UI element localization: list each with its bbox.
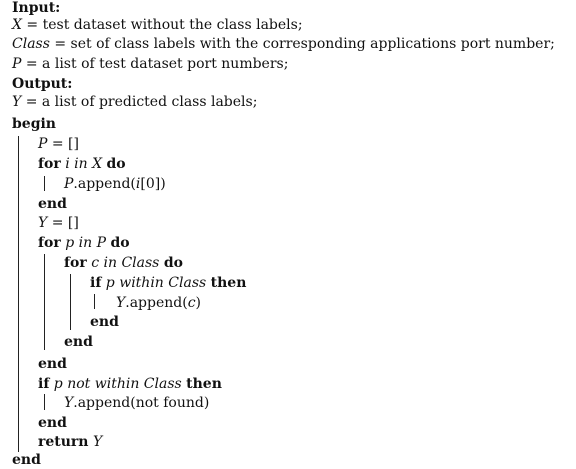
var-p-lower: p [53, 376, 63, 392]
kw-do: do [110, 235, 130, 251]
var-c: c [91, 255, 100, 271]
end-keyword: end [38, 415, 67, 431]
line-y-init [38, 215, 79, 231]
kw-if: if [90, 275, 102, 291]
empty-list: = [] [47, 136, 79, 152]
line-y-append-not-found [64, 395, 209, 411]
line-if-not-within [38, 376, 222, 392]
kw-do: do [106, 156, 126, 172]
var-class: Class [121, 255, 160, 271]
not-found-text: not found) [135, 395, 210, 411]
kw-for: for [64, 255, 87, 271]
kw-if: if [38, 376, 50, 392]
append-call: .append( [73, 176, 136, 192]
kw-not-within: not within [67, 376, 140, 392]
line-if-within [90, 275, 246, 291]
kw-then: then [186, 376, 222, 392]
var-y: Y [12, 94, 22, 110]
var-class: Class [168, 275, 207, 291]
var-i: i [65, 156, 70, 172]
line-for-p [38, 235, 130, 251]
kw-in: in [74, 156, 88, 172]
for-i-block-bar [44, 176, 45, 191]
line-for-c [64, 255, 183, 271]
var-p: P [96, 235, 106, 251]
kw-for: for [38, 235, 61, 251]
input-line-x [12, 17, 303, 33]
kw-in: in [78, 235, 93, 251]
line-y-append-c [116, 295, 201, 311]
for-p-block-bar [44, 254, 45, 350]
input-line-class [12, 36, 555, 52]
index-zero: [0]) [140, 176, 166, 192]
begin-keyword: begin [12, 116, 56, 132]
input-label: Input: [12, 0, 61, 16]
input-line-p [12, 56, 288, 72]
empty-list: = [] [47, 215, 79, 231]
end-keyword: end [38, 196, 67, 212]
input-line-p-text: = a list of test dataset port numbers; [21, 56, 289, 72]
var-p-lower: p [105, 275, 115, 291]
var-class: Class [12, 36, 50, 52]
var-p-lower: p [65, 235, 75, 251]
line-p-init [38, 136, 79, 152]
kw-within: within [119, 275, 164, 291]
end-keyword: end [64, 334, 93, 350]
line-return [38, 434, 102, 450]
var-p: P [64, 176, 74, 192]
var-y: Y [116, 295, 126, 311]
var-y: Y [92, 434, 103, 450]
output-line-y [12, 94, 257, 110]
close-paren: ) [195, 295, 202, 311]
for-c-block-bar [70, 274, 71, 330]
begin-block-bar [18, 136, 19, 452]
end-keyword: end [90, 314, 119, 330]
end-keyword-final: end [12, 452, 41, 468]
line-for-i [38, 156, 126, 172]
var-p: P [12, 56, 22, 72]
output-label: Output: [12, 76, 73, 92]
input-line-x-text: = test dataset without the class labels; [21, 17, 303, 33]
var-x: X [92, 156, 103, 172]
var-y: Y [38, 215, 48, 231]
input-line-class-text: = set of class labels with the corresponding applications port number; [49, 36, 555, 52]
var-x: X [12, 17, 22, 33]
output-line-y-text: = a list of predicted class labels; [21, 94, 258, 110]
kw-then: then [210, 275, 247, 291]
var-y: Y [64, 395, 74, 411]
var-c: c [187, 295, 196, 311]
var-i: i [135, 176, 141, 192]
line-p-append [64, 176, 166, 192]
if-not-within-block-bar [44, 394, 45, 410]
kw-for: for [38, 156, 61, 172]
end-keyword: end [38, 356, 67, 372]
var-p: P [38, 136, 48, 152]
kw-return: return [38, 434, 89, 450]
kw-do: do [163, 255, 183, 271]
if-within-block-bar [94, 294, 95, 309]
append-call: .append( [73, 395, 136, 411]
var-class: Class [143, 376, 182, 392]
kw-in: in [103, 255, 117, 271]
append-call: .append( [125, 295, 188, 311]
